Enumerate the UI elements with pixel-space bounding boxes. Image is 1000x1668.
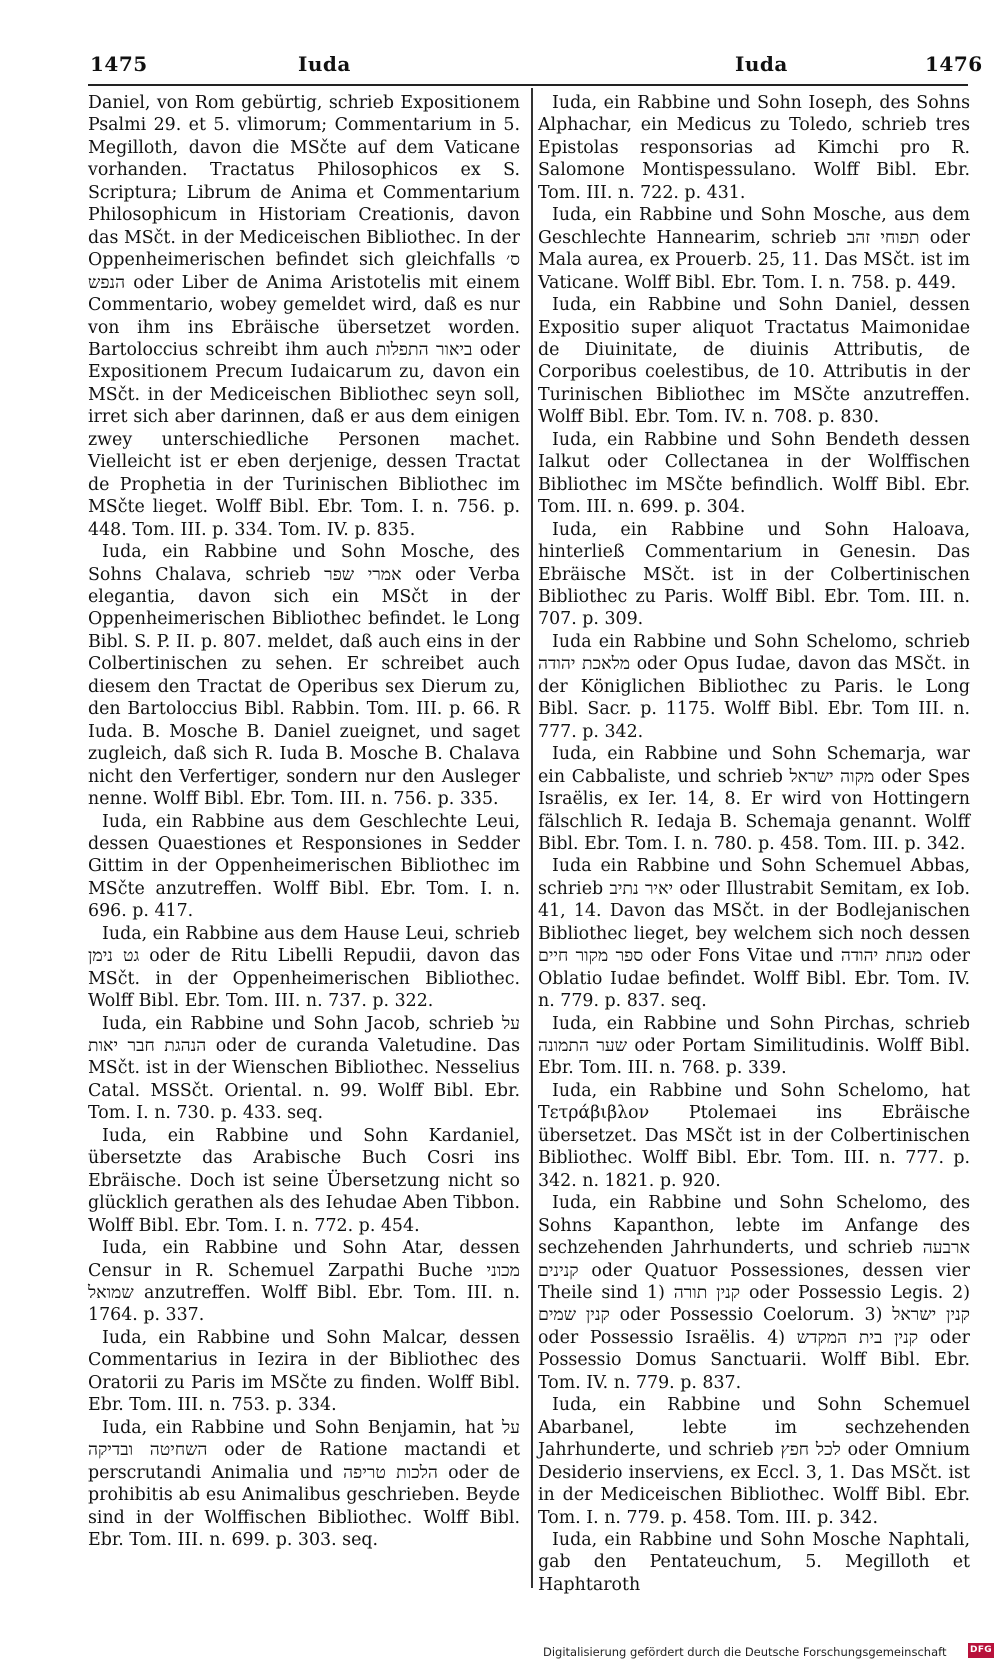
entry-paragraph: Iuda, ein Rabbine und Sohn Jacob, schrieb על הנהגת חבר יאות oder de curanda Valetudine. Das MSčt. ist in der Wienschen Bibliothec. Nesselius Catal. MSSčt. Oriental. n. 99. Wolff Bibl. Ebr. Tom. I. n. 730. p. 433. seq.: [88, 1013, 520, 1124]
entry-paragraph: Daniel, von Rom gebürtig, schrieb Expositionem Psalmi 29. et 5. vlimorum; Commentarium in 5. Megilloth, davon die MSčte auf dem Vaticane vorhanden. Tractatus Philosophicos ex S. Scriptura; Librum de Anima et Commentarium Philosophicum in Historiam Creationis, davon das MSčt. in der Mediceischen Bibliothec. In der Oppenheimerischen befindet sich gleichfalls ס׳ הנפש oder Liber de Anima Aristotelis mit einem Commentario, wobey gemeldet wird, daß es nur von ihm ins Ebräische übersetzet worden. Bartoloccius schreibt ihm auch ביאור התפלות oder Expositionem Precum Iudaicarum zu, davon ein MSčt. in der Mediceischen Bibliothec seyn soll, irret sich aber darinnen, daß er aus dem einigen zwey unterschiedliche Personen machet. Vielleicht ist er eben derjenige, dessen Tractat de Prophetia in der Turinischen Bibliothec im MSčte lieget. Wolff Bibl. Ebr. Tom. I. n. 756. p. 448. Tom. III. p. 334. Tom. IV. p. 835.: [88, 93, 520, 540]
entry-paragraph: Iuda, ein Rabbine und Sohn Schemuel Abarbanel, lebte im sechzehenden Jahrhunderte, und schrieb לכל חפץ oder Omnium Desiderio inserviens, ex Eccl. 3, 1. Das MSčt. ist in der Mediceischen Bibliothec. Wolff Bibl. Ebr. Tom. I. n. 779. p. 458. Tom. III. p. 342.: [538, 1395, 971, 1528]
entry-paragraph: Iuda, ein Rabbine und Sohn Kardaniel, übersetzte das Arabische Buch Cosri ins Ebräische. Doch ist seine Übersetzung nicht so glücklich gerathen als des Iehudae Aben Tibbon. Wolff Bibl. Ebr. Tom. I. n. 772. p. 454.: [88, 1125, 520, 1236]
digitization-footer: [0, 1641, 1000, 1663]
entry-paragraph: Iuda, ein Rabbine aus dem Geschlechte Leui, dessen Quaestiones et Responsiones in Sedder Gittim in der Oppenheimerischen Bibliothec im MSčte anzutreffen. Wolff Bibl. Ebr. Tom. I. n. 696. p. 417.: [88, 811, 520, 922]
entry-paragraph: Iuda, ein Rabbine und Sohn Schelomo, des Sohns Kapanthon, lebte im Anfange des sechzehenden Jahrhunderts, und schrieb ארבעה קנינים oder Quatuor Possessiones, dessen vier Theile sind 1) קנין תורה oder Possessio Legis. 2) קנין שמים oder Possessio Coelorum. 3) קנין ישראל oder Possessio Israëlis. 4) קנין בית המקדש oder Possessio Domus Sanctuarii. Wolff Bibl. Ebr. Tom. IV. n. 779. p. 837.: [538, 1193, 970, 1393]
entry-paragraph: Iuda, ein Rabbine und Sohn Ioseph, des Sohns Alphachar, ein Medicus zu Toledo, schrieb tres Epistolas responsorias ad Kimchi pro R. Salomone Montispessulano. Wolff Bibl. Ebr. Tom. III. n. 722. p. 431.: [538, 93, 970, 203]
entry-paragraph: Iuda, ein Rabbine und Sohn Mosche Naphtali, gab den Pentateuchum, 5. Megilloth et Haphtaroth: [538, 1530, 970, 1595]
right-page-number: 1476: [925, 52, 983, 76]
entry-paragraph: Iuda ein Rabbine und Sohn Schelomo, schrieb מלאכת יהודה oder Opus Iudae, davon das MSčt. in der Königlichen Bibliothec zu Paris. le Long Bibl. Sacr. p. 1175. Wolff Bibl. Ebr. Tom III. n. 777. p. 342.: [538, 631, 970, 742]
right-running-title: Iuda: [735, 52, 788, 76]
entry-paragraph: Iuda, ein Rabbine und Sohn Benjamin, hat על השחיטה ובדיקה oder de Ratione mactandi et perscrutandi Animalia und הלכות טריפה oder de prohibitis ab esu Animalibus geschrieben. Beyde sind in der Wolffischen Bibliothec. Wolff Bibl. Ebr. Tom. III. n. 699. p. 303. seq.: [88, 1417, 520, 1550]
entry-paragraph: Iuda, ein Rabbine aus dem Hause Leui, schrieb גט נימן oder de Ritu Libelli Repudii, davon das MSčt. in der Oppenheimerischen Bibliothec. Wolff Bibl. Ebr. Tom. III. n. 737. p. 322.: [88, 923, 520, 1012]
left-page-number: 1475: [90, 52, 148, 76]
entry-paragraph: Iuda, ein Rabbine und Sohn Daniel, dessen Expositio super aliquot Tractatus Maimonidae de Diuinitate, de diuinis Attributis, de Corporibus coelestibus, de 10. Attributis in der Turinischen Bibliothec im MSčte anzutreffen. Wolff Bibl. Ebr. Tom. IV. n. 708. p. 830.: [538, 295, 970, 428]
column-divider: [531, 88, 533, 1588]
dfg-logo: DFG: [968, 1643, 994, 1658]
entry-paragraph: Iuda, ein Rabbine und Sohn Atar, dessen Censur in R. Schemuel Zarpathi Buche מכוני שמואל anzutreffen. Wolff Bibl. Ebr. Tom. III. n. 1764. p. 337.: [88, 1238, 520, 1326]
left-running-title: Iuda: [298, 52, 351, 76]
entry-paragraph: Iuda, ein Rabbine und Sohn Mosche, aus dem Geschlechte Hannearim, schrieb תפוחי זהב oder Mala aurea, ex Prouerb. 25, 11. Das MSčt. ist im Vaticane. Wolff Bibl. Ebr. Tom. I. n. 758. p. 449.: [538, 205, 970, 293]
funding-notice: Digitalisierung gefördert durch die Deutsche Forschungsgemeinschaft: [543, 1645, 947, 1659]
entry-paragraph: Iuda, ein Rabbine und Sohn Schemarja, war ein Cabbaliste, und schrieb מקוה ישראל oder Spes Israëlis, ex Ier. 14, 8. Er wird von Hottingern fälschlich R. Iedaja B. Schemaja genannt. Wolff Bibl. Ebr. Tom. I. n. 780. p. 458. Tom. III. p. 342.: [538, 744, 970, 854]
entry-paragraph: Iuda, ein Rabbine und Sohn Pirchas, schrieb שער התמונה oder Portam Similitudinis. Wolff Bibl. Ebr. Tom. III. n. 768. p. 339.: [538, 1013, 970, 1079]
entry-paragraph: Iuda, ein Rabbine und Sohn Mosche, des Sohns Chalava, schrieb אמרי שפר oder Verba elegantia, davon sich ein MSčt in der Oppenheimerischen Bibliothec befindet. le Long Bibl. S. P. II. p. 807. meldet, daß auch eins in der Colbertinischen zu sehen. Er schreibet auch diesem den Tractat de Operibus sex Dierum zu, den Bartoloccius Bibl. Rabbin. Tom. III. p. 66. R Iuda. B. Mosche B. Daniel zueignet, und saget zugleich, daß sich R. Iuda B. Mosche B. Chalava nicht den Verfertiger, sondern nur den Ausleger nenne. Wolff Bibl. Ebr. Tom. III. n. 756. p. 335.: [88, 542, 521, 810]
entry-paragraph: Iuda, ein Rabbine und Sohn Malcar, dessen Commentarius in Iezira in der Bibliothec des Oratorii zu Paris im MSčte zu finden. Wolff Bibl. Ebr. Tom. III. n. 753. p. 334.: [88, 1327, 520, 1416]
header-rule: [88, 84, 968, 86]
entry-paragraph: Iuda, ein Rabbine und Sohn Bendeth dessen Ialkut oder Collectanea in der Wolffischen Bibliothec im MSčte befindlich. Wolff Bibl. Ebr. Tom. III. n. 699. p. 304.: [538, 429, 970, 518]
right-column: [538, 92, 970, 1596]
entry-paragraph: Iuda, ein Rabbine und Sohn Schelomo, hat Τετράβιβλον Ptolemaei ins Ebräische übersetzet. Das MSčt ist in der Colbertinischen Bibliothec. Wolff Bibl. Ebr. Tom. III. n. 777. p. 342. n. 1821. p. 920.: [538, 1080, 970, 1191]
entry-paragraph: Iuda, ein Rabbine und Sohn Haloava, hinterließ Commentarium in Genesin. Das Ebräische MSčt. ist in der Colbertinischen Bibliothec zu Paris. Wolff Bibl. Ebr. Tom. III. n. 707. p. 309.: [538, 519, 970, 630]
left-column: [88, 92, 520, 1551]
entry-paragraph: Iuda ein Rabbine und Sohn Schemuel Abbas, schrieb יאיר נתיב oder Illustrabit Semitam, ex Iob. 41, 14. Davon das MSčt. in der Bodlejanischen Bibliothec lieget, bey welchem sich noch dessen ספר מקור חיים oder Fons Vitae und מנחת יהודה oder Oblatio Iudae befindet. Wolff Bibl. Ebr. Tom. IV. n. 779. p. 837. seq.: [538, 856, 970, 1012]
